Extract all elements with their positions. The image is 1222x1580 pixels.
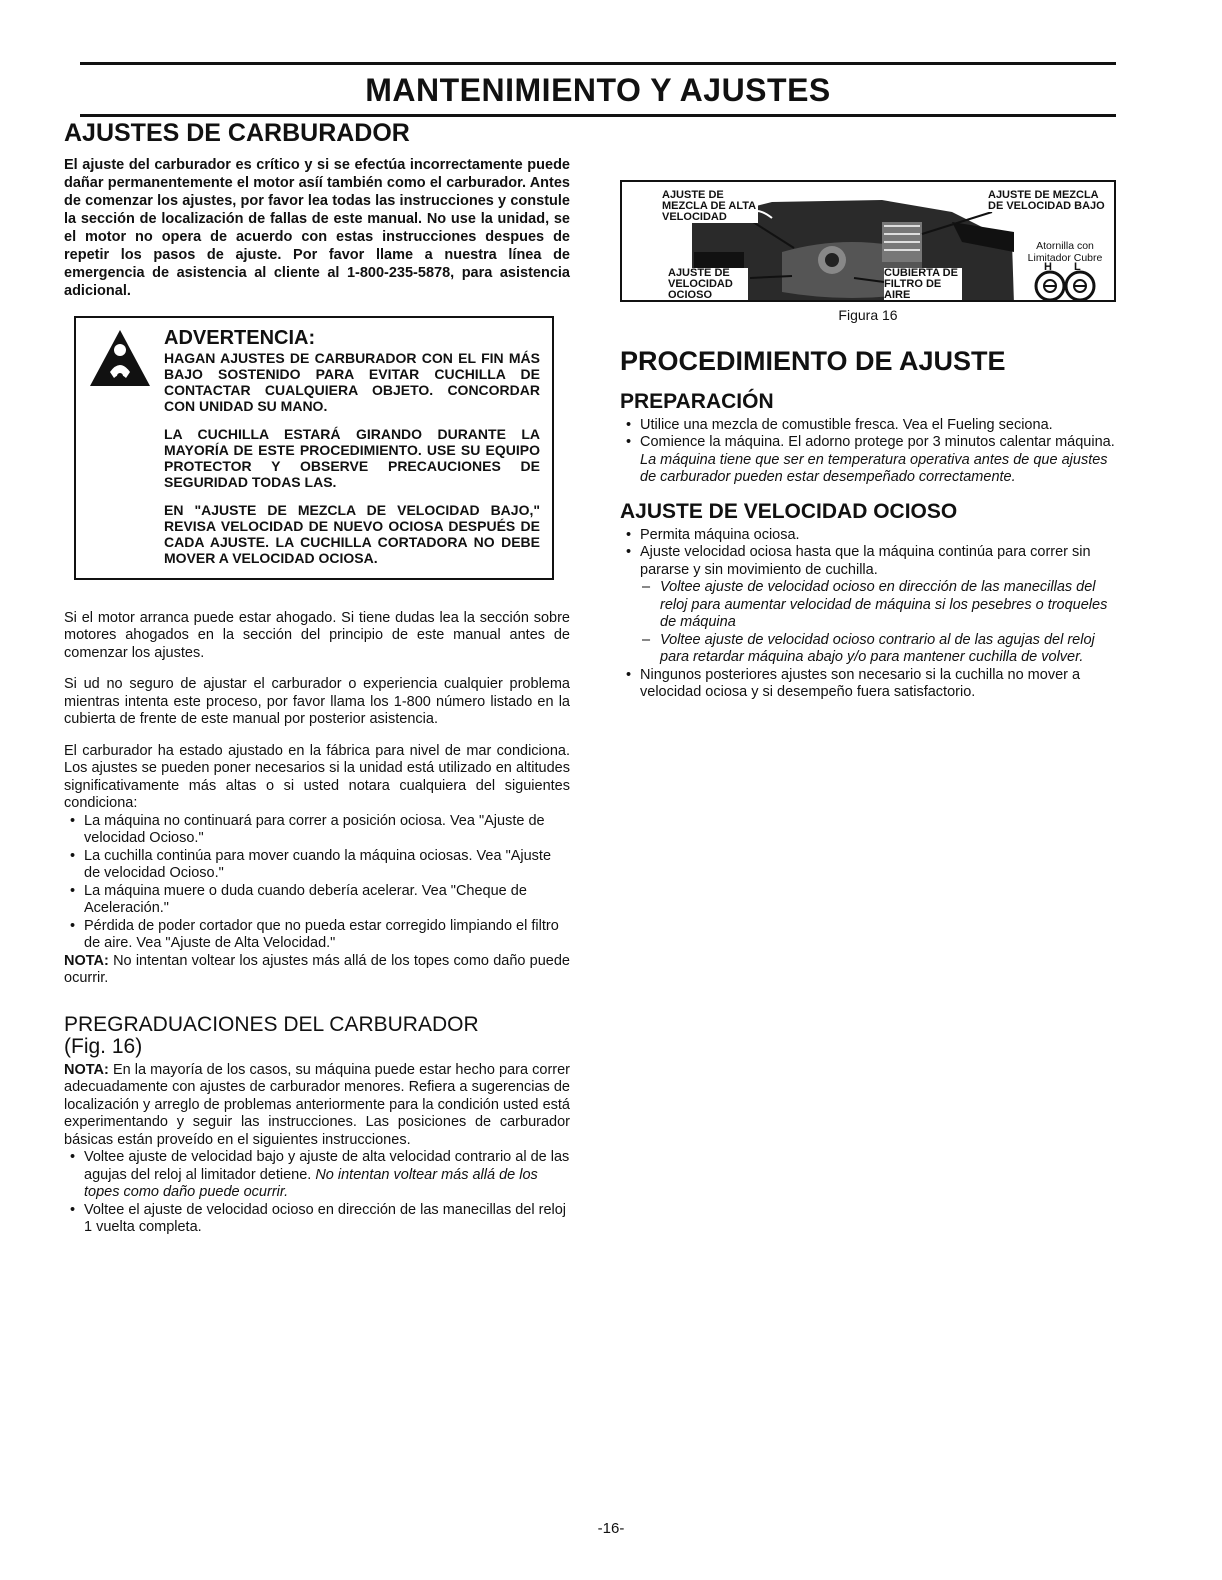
page-title: MANTENIMIENTO Y AJUSTES — [365, 72, 831, 108]
idle-adjust-list-end — [620, 667, 1116, 702]
list-item: • La máquina no continuará para correr a posición ociosa. Vea "Ajuste de velocidad Ocioso." — [64, 813, 570, 848]
mark-h: H — [1044, 261, 1052, 273]
idle-adjust-sublist — [620, 579, 1116, 667]
idle-adjust-heading: AJUSTE DE VELOCIDAD OCIOSO — [620, 499, 958, 523]
list-item: • Pérdida de poder cortador que no pueda estar corregido limpiando el filtro de aire. Vea "Ajuste de Alta Velocidad." — [64, 918, 570, 953]
note-text: En la mayoría de los casos, su máquina puede estar hecho para correr adecuadamente con ajustes de carburador menores. Refiera a sugerencias de localización y arreglo de problemas anteriormente para la condición usted está experimentando y seguir las instrucciones. Las posiciones de carburador básicas están proveído en el siguientes instrucciones. — [64, 1061, 570, 1148]
warning-paragraph-1: HAGAN AJUSTES DE CARBURADOR CON EL FIN MÁS BAJO SOSTENIDO PARA EVITAR CUCHILLA DE CONTACTAR CUALQUIERA OBJETO. CONCORDAR CON UNIDAD SU MANO. — [164, 349, 540, 414]
note-label: NOTA: — [64, 952, 109, 969]
title-rule-top — [80, 62, 1116, 65]
warning-paragraph-2: LA CUCHILLA ESTARÁ GIRANDO DURANTE LA MAYORÍA DE ESTE PROCEDIMIENTO. USE SU EQUIPO PROTECTOR Y OBSERVE PRECAUCIONES DE SEGURIDAD TODAS LAS. — [164, 425, 540, 490]
list-item: • Ningunos posteriores ajustes son necesario si la cuchilla no mover a velocidad ociosa y si desempeño fuera satisfactorio. — [620, 667, 1116, 702]
procedure-heading: PROCEDIMIENTO DE AJUSTE — [620, 346, 1006, 376]
left-column — [64, 120, 570, 1237]
list-item: – Voltee ajuste de velocidad ocioso en dirección de las manecillas del reloj para aumentar velocidad de máquina si los pesebres o troqueles de máquina — [640, 579, 1116, 632]
list-item: • La cuchilla continúa para mover cuando la máquina ociosas. Vea "Ajuste de velocidad Ocioso." — [64, 848, 570, 883]
list-item — [64, 1149, 570, 1202]
list-item-text: Voltee ajuste de velocidad bajo y ajuste de alta velocidad contrario al de las agujas del reloj al limitador detiene. — [84, 1149, 570, 1183]
preparation-list — [620, 417, 1116, 487]
list-item — [620, 434, 1116, 487]
pregraduation-heading-line2: (Fig. 16) — [64, 1034, 143, 1058]
carburetor-heading: AJUSTES DE CARBURADOR — [64, 119, 410, 147]
note-label: NOTA: — [64, 1061, 109, 1078]
warning-title: ADVERTENCIA: — [164, 326, 316, 349]
warning-icon — [88, 328, 164, 566]
list-item: • Permita máquina ociosa. — [620, 527, 1116, 545]
list-item-text: Comience la máquina. El adorno protege por 3 minutos calentar máquina. — [640, 434, 1115, 451]
list-item: • Utilice una mezcla de comustible fresca. Vea el Fueling seciona. — [620, 417, 1116, 435]
warning-paragraph-3: EN "AJUSTE DE MEZCLA DE VELOCIDAD BAJO," REVISA VELOCIDAD DE NUEVO OCIOSA DESPUÉS DE CADA AJUSTE. LA CUCHILLA CORTADORA NO DEBE MOVER A VELOCIDAD OCIOSA. — [164, 501, 540, 566]
list-item: – Voltee ajuste de velocidad ocioso contrario al de las agujas del reloj para retardar máquina abajo y/o para mantener cuchilla de volver. — [640, 632, 1116, 667]
assistance-paragraph: Si ud no seguro de ajustar el carburador o experiencia cualquier problema mientras intenta este proceso, por favor llama los 1-800 número listado en la cubierta de frente de este manual por posterior asistencia. — [64, 676, 570, 727]
note-paragraph-2 — [64, 1062, 570, 1150]
label-idle-speed: AJUSTE DE VELOCIDAD OCIOSO — [668, 268, 748, 301]
note-paragraph-1 — [64, 953, 570, 988]
mark-l: L — [1074, 261, 1081, 273]
preparation-heading: PREPARACIÓN — [620, 389, 774, 413]
list-item: • Voltee el ajuste de velocidad ocioso en dirección de las manecillas del reloj 1 vuelta completa. — [64, 1202, 570, 1237]
pregraduation-heading-line1: PREGRADUACIONES DEL CARBURADOR — [64, 1012, 479, 1036]
intro-paragraph: El ajuste del carburador es crítico y si se efectúa incorrectamente puede dañar permanentemente el motor asíí también como el carburador. Antes de comenzar los ajustes, por favor lea todas las instrucciones y constule la sección de localización de fallas de este manual. No use la unidad, se el motor no opera de acuerdo con estas instrucciones despues de repetir los pasos de ajuste. Por favor llame a nuestra línea de emergencia de asistencia al cliente al 1-800-235-5878, para asistencia adicional. — [64, 156, 570, 299]
idle-adjust-list — [620, 527, 1116, 580]
list-item-text: Ajuste velocidad ociosa hasta que la máquina continúa para correr sin pararse y sin movimiento de cuchilla. — [640, 544, 1091, 578]
figure-caption: Figura 16 — [838, 307, 898, 323]
label-high-speed: AJUSTE DE MEZCLA DE ALTA VELOCIDAD — [662, 189, 757, 223]
limiter-note: Atornilla con Limitador Cubre — [1014, 240, 1116, 264]
list-item-italic: No intentan voltear más allá de los topes como daño puede ocurrir. — [84, 1166, 538, 1201]
warning-text — [164, 328, 540, 566]
title-rule-bottom — [80, 114, 1116, 117]
note-text: No intentan voltear los ajustes más allá de los topes como daño puede ocurrir. — [64, 952, 570, 986]
page-number: -16- — [597, 1520, 625, 1537]
pregraduation-list — [64, 1149, 570, 1237]
label-air-filter: CUBIERTA DE FILTRO DE AIRE — [884, 268, 962, 301]
list-item — [620, 544, 1116, 579]
right-column — [620, 180, 1116, 702]
carburetor-figure — [620, 180, 1116, 302]
factory-adjust-paragraph: El carburador ha estado ajustado en la fábrica para nivel de mar condiciona. Los ajustes se pueden poner necesarios si la unidad está utilizado en altitudes significativamente más altas o si usted notara cualquiera del siguientes condiciona: — [64, 742, 570, 811]
label-low-speed: AJUSTE DE MEZCLA DE VELOCIDAD BAJO — [988, 190, 1114, 212]
flooded-engine-paragraph: Si el motor arranca puede estar ahogado. Si tiene dudas lea la sección sobre motores ahogados en la sección del principio de este manual antes de comenzar los ajustes. — [64, 609, 570, 661]
warning-box — [74, 316, 554, 580]
list-item-italic: La máquina tiene que ser en temperatura operativa antes de que ajustes de carburador pueden estar desempeñado correctamente. — [640, 451, 1108, 486]
pregraduation-heading — [64, 1014, 570, 1058]
list-item: • La máquina muere o duda cuando debería acelerar. Vea "Cheque de Aceleración." — [64, 883, 570, 918]
conditions-list — [64, 813, 570, 953]
